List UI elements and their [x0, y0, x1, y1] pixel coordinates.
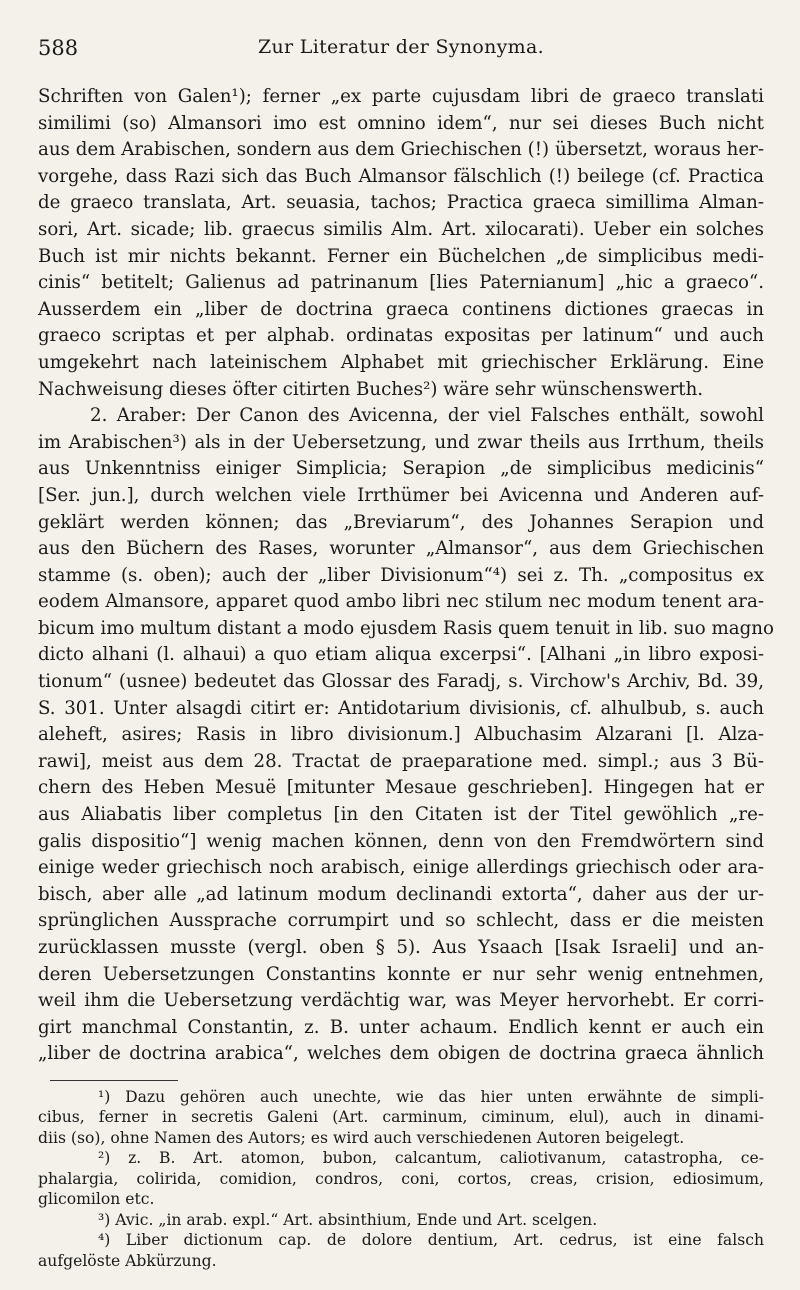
- text-line: bisch, aber alle „ad latinum modum declinandi extorta“, daher aus der ur-: [38, 883, 764, 905]
- footnote-line: glicomilon etc.: [38, 1190, 155, 1209]
- text-line: galis dispositio“] wenig machen können, denn von den Fremdwörtern sind: [38, 830, 764, 852]
- text-line: weil ihm die Uebersetzung verdächtig war, was Meyer hervorhebt. Er corri-: [38, 990, 764, 1012]
- text-line: rawi], meist aus dem 28. Tractat de praeparatione med. simpl.; aus 3 Bü-: [38, 750, 764, 772]
- page-header: [38, 30, 764, 76]
- text-line: aus dem Arabischen, sondern aus dem Griechischen (!) übersetzt, woraus her-: [38, 139, 764, 161]
- text-line: graeco scriptas et per alphab. ordinatas expositas per latinum“ und auch: [38, 325, 764, 347]
- footnote-line: aufgelöste Abkürzung.: [38, 1251, 217, 1270]
- text-line: Nachweisung dieses öfter citirten Buches²) wäre sehr wünschenswerth.: [38, 378, 704, 400]
- text-line: 2. Araber: Der Canon des Avicenna, der viel Falsches enthält, sowohl: [90, 405, 764, 427]
- page-number: 588: [38, 36, 79, 60]
- main-text: [38, 84, 774, 1068]
- text-line: girt manchmal Constantin, z. B. unter achaum. Endlich kennt er auch ein: [38, 1016, 764, 1038]
- footnote-line: ⁴) Liber dictionum cap. de dolore dentium, Art. cedrus, ist eine falsch: [98, 1231, 764, 1250]
- running-title: Zur Literatur der Synonyma.: [258, 36, 544, 58]
- text-line: „liber de doctrina arabica“, welches dem obigen de doctrina graeca ähnlich: [38, 1043, 764, 1065]
- text-line: aus Aliabatis liber completus [in den Citaten ist der Titel gewöhlich „re-: [38, 804, 764, 826]
- footnote-line: ³) Avic. „in arab. expl.“ Art. absinthium, Ende und Art. scelgen.: [98, 1210, 598, 1229]
- footnote-line: ¹) Dazu gehören auch unechte, wie das hier unten erwähnte de simpli-: [98, 1087, 764, 1106]
- text-line: Schriften von Galen¹); ferner „ex parte cujusdam libri de graeco translati: [38, 86, 764, 107]
- text-line: similimi (so) Almansori imo est omnino idem“, nur sei dieses Buch nicht: [38, 112, 764, 134]
- text-line: aus Unkenntniss einiger Simplicia; Serapion „de simplicibus medicinis“: [38, 458, 764, 480]
- text-line: umgekehrt nach lateinischem Alphabet mit griechischer Erklärung. Eine: [38, 351, 764, 373]
- text-line: [Ser. jun.], durch welchen viele Irrthümer bei Avicenna und Anderen auf-: [38, 484, 764, 506]
- text-line: vorgehe, dass Razi sich das Buch Almansor fälschlich (!) beilege (cf. Practica: [38, 165, 764, 187]
- text-line: sprünglichen Aussprache corrumpirt und so schlecht, dass er die meisten: [38, 910, 764, 932]
- text-line: stamme (s. oben); auch der „liber Divisionum“⁴) sei z. Th. „compositus ex: [38, 564, 764, 586]
- text-line: geklärt werden können; das „Breviarum“, des Johannes Serapion und: [38, 511, 764, 533]
- footnote-line: phalargia, colirida, comidion, condros, coni, cortos, creas, crision, ediosimum,: [38, 1169, 764, 1188]
- text-line: im Arabischen³) als in der Uebersetzung, und zwar theils aus Irrthum, theils: [38, 431, 764, 453]
- footnote-line: cibus, ferner in secretis Galeni (Art. carminum, ciminum, elul), auch in dinami-: [38, 1108, 764, 1127]
- text-line: aleheft, asires; Rasis in libro divisionum.] Albuchasim Alzarani [l. Alza-: [38, 724, 764, 746]
- footnote-rule: [50, 1080, 178, 1081]
- text-line: Ausserdem ein „liber de doctrina graeca continens dictiones graecas in: [38, 298, 764, 320]
- text-line: dicto alhani (l. alhaui) a quo etiam aliqua excerpsi“. [Alhani „in libro exposi-: [38, 644, 764, 666]
- text-line: aus den Büchern des Rases, worunter „Almansor“, aus dem Griechischen: [38, 538, 764, 560]
- text-line: eodem Almansore, apparet quod ambo libri nec stilum nec modum tenent ara-: [38, 591, 764, 613]
- footnote-line: diis (so), ohne Namen des Autors; es wird auch verschiedenen Autoren beigelegt.: [38, 1128, 685, 1147]
- text-line: bicum imo multum distant a modo ejusdem Rasis quem tenuit in lib. suo magno: [38, 617, 774, 639]
- text-line: tionum“ (usnee) bedeutet das Glossar des Faradj, s. Virchow's Archiv, Bd. 39,: [38, 671, 764, 693]
- text-line: Buch ist mir nichts bekannt. Ferner ein Büchelchen „de simplicibus medi-: [38, 245, 764, 267]
- text-line: cinis“ betitelt; Galienus ad patrinanum [lies Paternianum] „hic a graeco“.: [38, 272, 764, 294]
- text-line: zurücklassen musste (vergl. oben § 5). Aus Ysaach [Isak Israeli] und an-: [38, 937, 764, 958]
- text-line: S. 301. Unter alsagdi citirt er: Antidotarium divisionis, cf. alhulbub, s. auch: [38, 697, 764, 719]
- text-line: einige weder griechisch noch arabisch, einige allerdings griechisch oder ara-: [38, 857, 764, 879]
- text-line: de graeco translata, Art. seuasia, tachos; Practica graeca simillima Alman-: [38, 192, 764, 214]
- text-line: chern des Heben Mesuë [mitunter Mesaue geschrieben]. Hingegen hat er: [38, 777, 764, 799]
- footnotes: [38, 1087, 764, 1272]
- text-line: sori, Art. sicade; lib. graecus similis Alm. Art. xilocarati). Ueber ein solches: [38, 218, 764, 240]
- text-line: deren Uebersetzungen Constantins konnte er nur sehr wenig entnehmen,: [38, 963, 764, 985]
- footnote-line: ²) z. B. Art. atomon, bubon, calcantum, caliotivanum, catastropha, ce-: [98, 1149, 764, 1168]
